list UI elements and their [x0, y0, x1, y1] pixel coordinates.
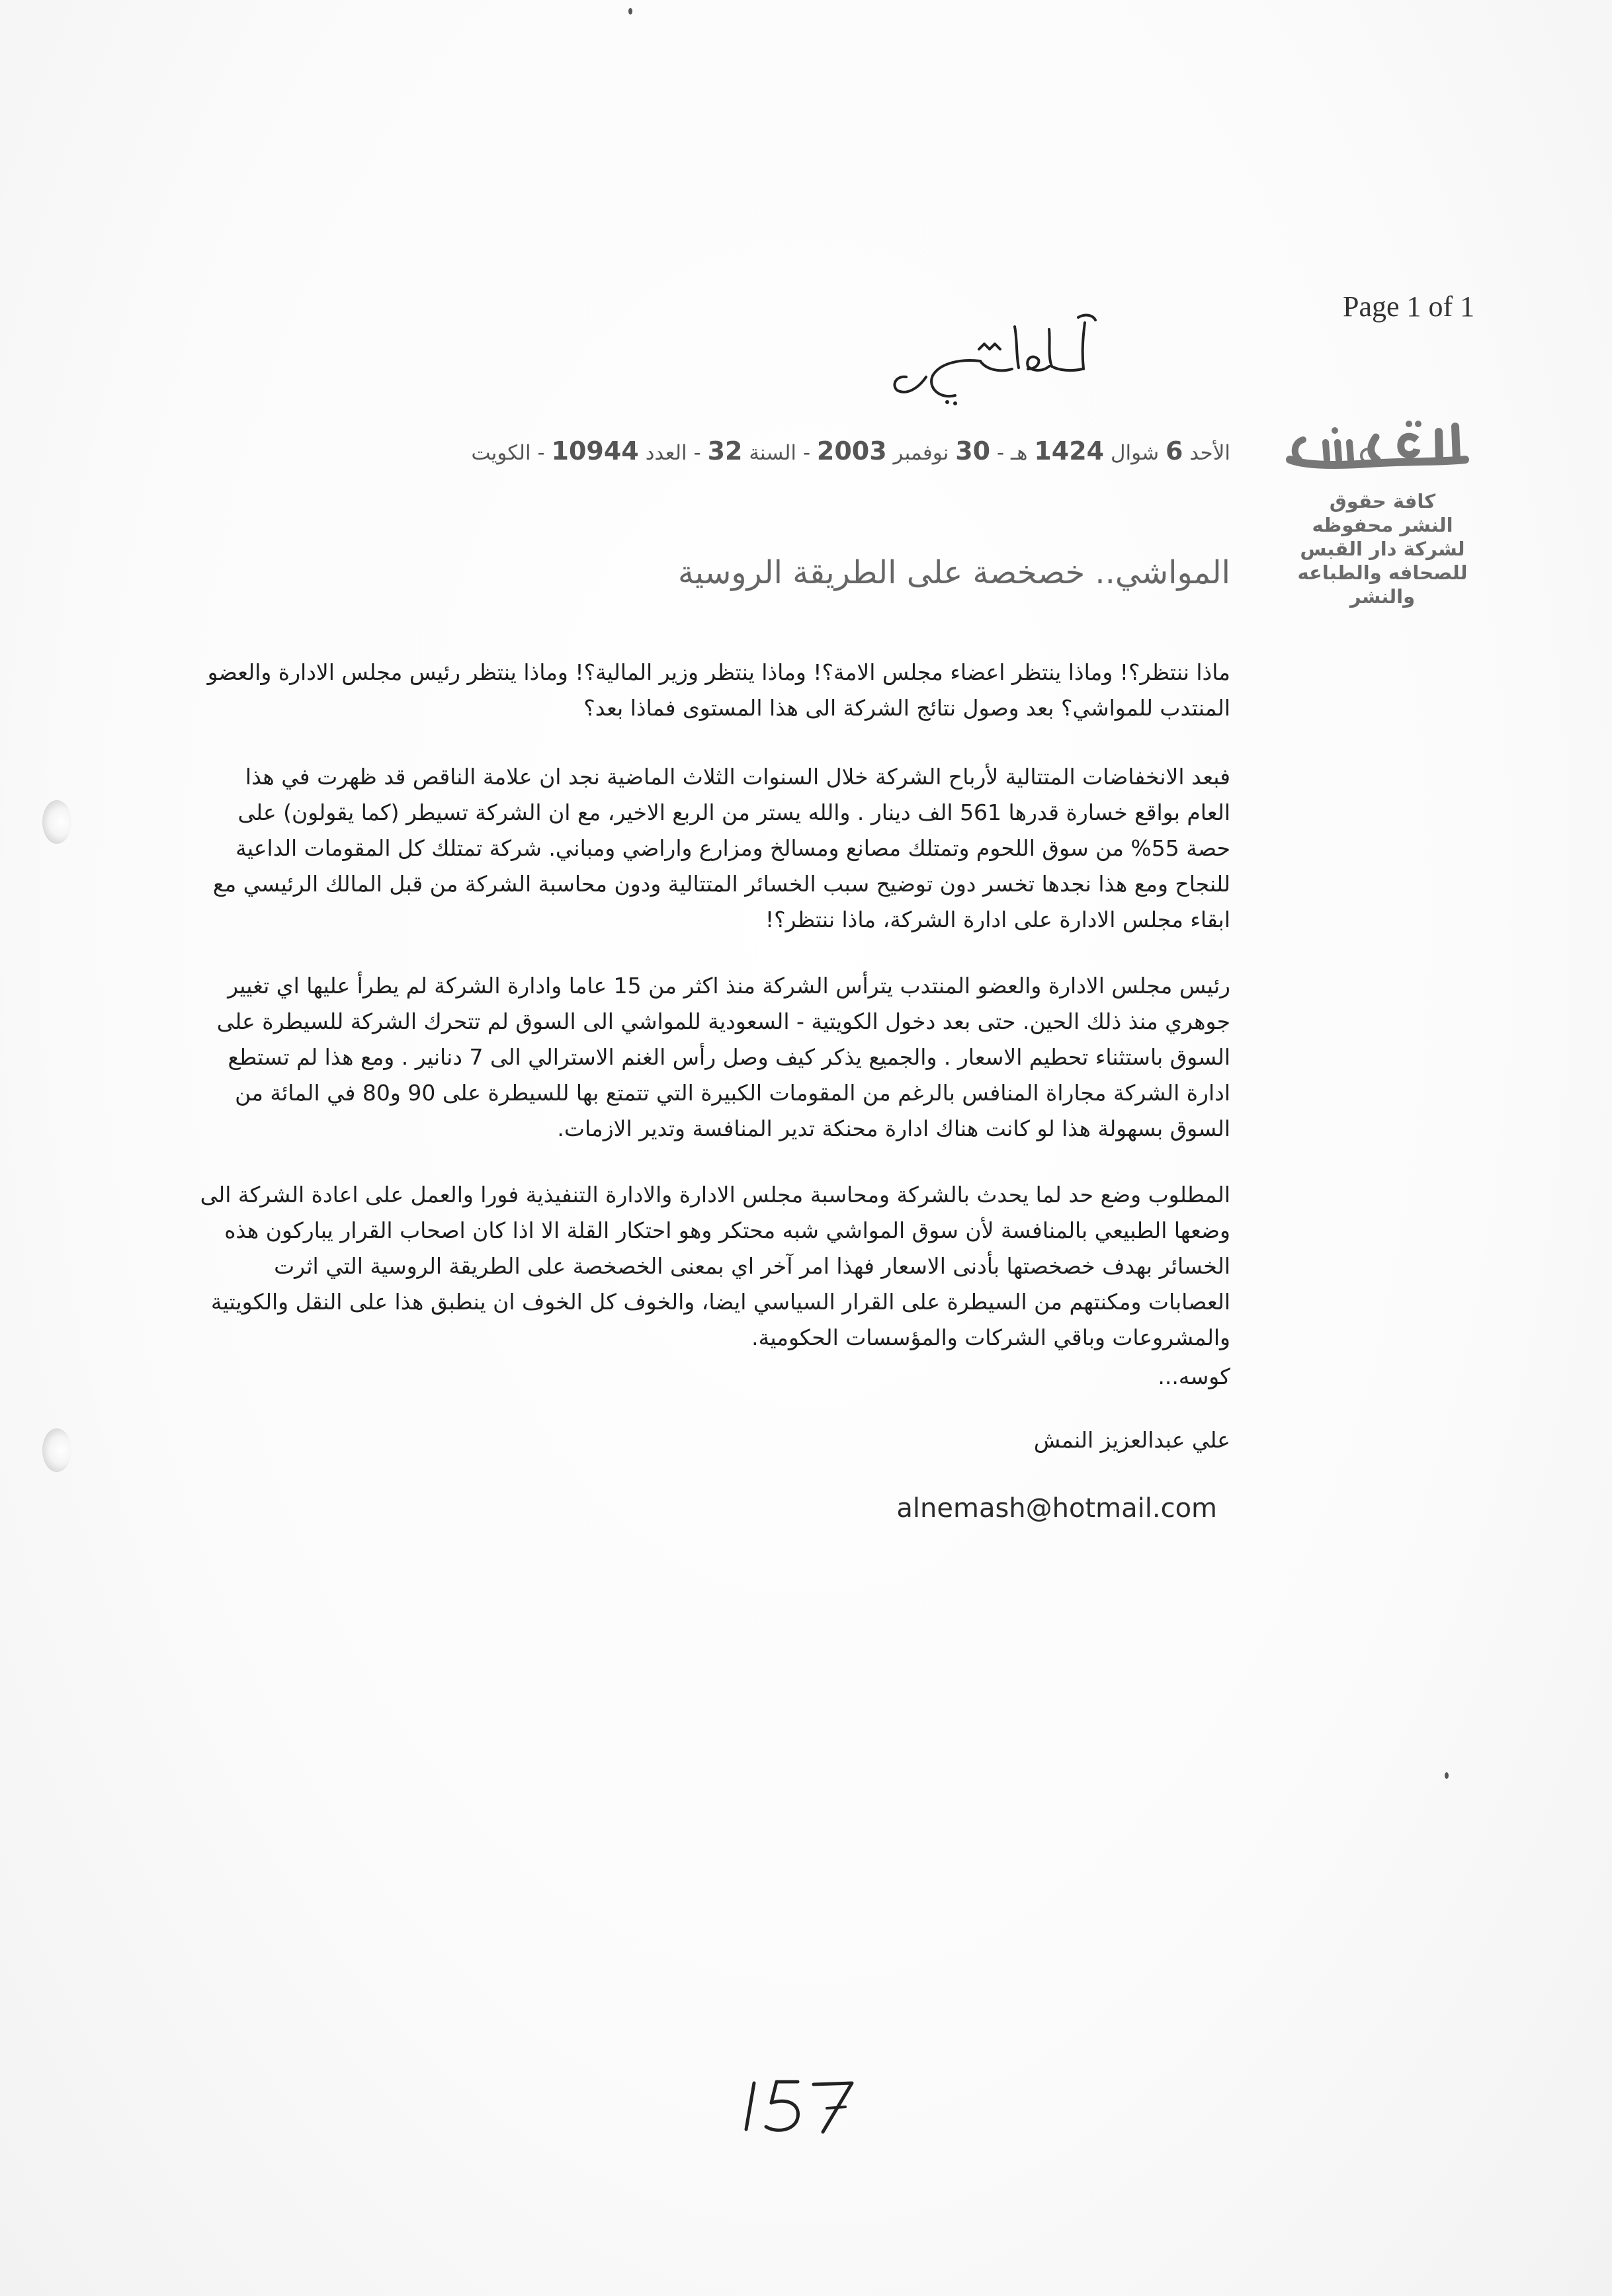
- dateline-weekday: الأحد: [1189, 441, 1230, 465]
- dateline-day: 6: [1165, 436, 1183, 466]
- article-signoff: كوسه...: [1158, 1364, 1230, 1389]
- handwritten-title: [886, 303, 1098, 409]
- article-paragraph: ماذا ننتظر؟! وماذا ينتظر اعضاء مجلس الامة؟! وماذا ينتظر وزير المالية؟! وماذا ينتظر رئيس مجلس الادارة والعضو المنتدب للمواشي؟ بعد وصول نتائج الشركة الى هذا المستوى فماذا بعد؟: [207, 659, 1230, 721]
- dateline-greg-year: 2003: [816, 436, 887, 466]
- dateline-issue-label: - العدد: [645, 441, 701, 465]
- author-name: علي عبدالعزيز النمش: [1033, 1427, 1230, 1453]
- copyright-notice: [1296, 489, 1468, 608]
- copyright-line: والنشر: [1349, 585, 1416, 608]
- article-body: [198, 655, 1230, 1386]
- handwritten-page-number: [734, 2070, 860, 2143]
- dateline-place: - الكويت: [471, 441, 545, 465]
- scan-speck: [628, 8, 632, 15]
- scan-speck: [1445, 1772, 1449, 1779]
- dateline-hijri-suffix: هـ -: [996, 441, 1028, 465]
- copyright-line: لشركة دار القبس: [1300, 538, 1465, 560]
- copyright-line: النشر محفوظه: [1312, 514, 1453, 536]
- article-paragraph: المطلوب وضع حد لما يحدث بالشركة ومحاسبة مجلس الادارة والادارة التنفيذية فورا والعمل على اعادة الشركة الى وضعها الطبيعي بالمنافسة لأن سوق المواشي شبه محتكر وهو احتكار القلة الا اذا كان اصحاب القرار يباركون هذه الخسائر بهدف خصخصتها بأدنى الاسعار فهذا امر آخر اي بمعنى الخصخصة على الطريقة الروسية التي اثرت العصابات ومكنتهم من السيطرة على القرار السياسي ايضا، والخوف كل الخوف ان ينطبق هذا على النقل والكويتية والمشروعات وباقي الشركات والمؤسسات الحكومية.: [200, 1182, 1230, 1350]
- dateline-hijri-month: شوال: [1110, 441, 1160, 465]
- dateline: [397, 436, 1230, 466]
- dateline-issue-number: 10944: [551, 436, 639, 466]
- article-paragraph: فبعد الانخفاضات المتتالية لأرباح الشركة خلال السنوات الثلاث الماضية نجد ان علامة الناقص قد ظهرت في هذا العام بواقع خسارة قدرها 561 الف دينار . والله يستر من الربع الاخير، مع ان الشركة تسيطر (كما يقولون) على حصة 55% من سوق اللحوم وتمتلك مصانع ومسالخ ومزارع واراضي ومباني. شركة تمتلك كل المقومات الداعية للنجاح ومع هذا نجدها تخسر دون توضيح سبب الخسائر المتتالية ودون محاسبة الشركة من قبل المالك الرئيسي مع ابقاء مجلس الادارة على ادارة الشركة، ماذا ننتظر؟!: [212, 764, 1230, 932]
- copyright-line: كافة حقوق: [1329, 490, 1436, 512]
- dateline-greg-month: نوفمبر: [893, 441, 949, 465]
- punch-hole: [42, 1428, 71, 1472]
- punch-hole: [42, 800, 71, 844]
- copyright-line: للصحافه والطباعه: [1297, 561, 1468, 584]
- dateline-year-label: - السنة: [749, 441, 811, 465]
- dateline-greg-day: 30: [955, 436, 991, 466]
- dateline-year-number: 32: [707, 436, 743, 466]
- author-email: alnemash@hotmail.com: [896, 1493, 1217, 1524]
- article-paragraph: رئيس مجلس الادارة والعضو المنتدب يترأس الشركة منذ اكثر من 15 عاما وادارة الشركة لم يطرأ عليها اي تغيير جوهري منذ ذلك الحين. حتى بعد دخول الكويتية - السعودية للمواشي الى السوق لم تتحرك الشركة للسيطرة على السوق باستثناء تحطيم الاسعار . والجميع يذكر كيف وصل رأس الغنم الاسترالي الى 7 دنانير . ومع هذا لم تستطع ادارة الشركة مجاراة المنافس بالرغم من المقومات الكبيرة التي تتمتع بها للسيطرة على 90 و80 في المائة من السوق بسهولة هذا لو كانت هناك ادارة محنكة تدير المنافسة وتدير الازمات.: [216, 973, 1230, 1141]
- masthead-logo: [1277, 413, 1475, 486]
- page-indicator: Page 1 of 1: [1343, 290, 1475, 323]
- article-headline: المواشي.. خصخصة على الطريقة الروسية: [677, 554, 1230, 591]
- dateline-hijri-year: 1424: [1034, 436, 1105, 466]
